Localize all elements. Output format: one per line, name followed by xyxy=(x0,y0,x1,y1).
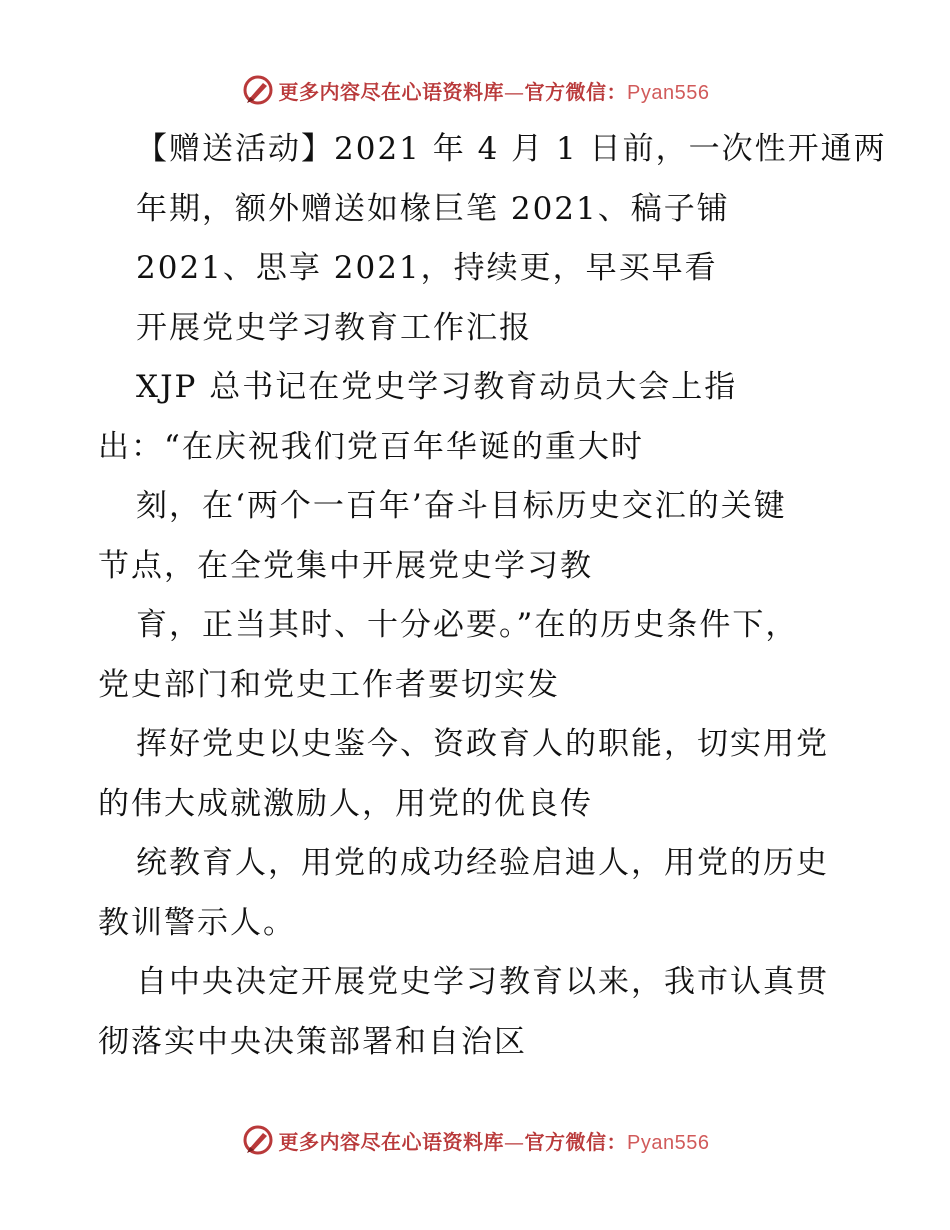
banner-separator: — xyxy=(504,79,525,104)
doc-line: 【赠送活动】2021 年 4 月 1 日前，一次性开通两 xyxy=(136,131,887,167)
doc-line: 出：“在庆祝我们党百年华诞的重大时 xyxy=(98,428,644,465)
banner-official-label: 官方微信： xyxy=(524,1129,628,1154)
document-body xyxy=(98,120,887,1072)
footer-banner xyxy=(0,1120,950,1160)
banner-brand: 更多内容尽在心语资料库 xyxy=(278,79,505,104)
pen-in-circle-icon xyxy=(241,1123,275,1157)
header-banner xyxy=(0,70,950,110)
doc-line: 2021、思享 2021，持续更，早买早看 xyxy=(136,250,718,286)
doc-line: 自中央决定开展党史学习教育以来，我市认真贯 xyxy=(136,964,829,1000)
banner-separator: — xyxy=(504,1129,525,1154)
doc-line: 党史部门和党史工作者要切实发 xyxy=(98,666,560,703)
doc-line: 年期，额外赠送如椽巨笔 2021、稿子铺 xyxy=(136,190,730,227)
doc-line: 育，正当其时、十分必要。”在的历史条件下， xyxy=(136,607,799,643)
banner-text xyxy=(279,1126,710,1155)
doc-line: 刻，在‘两个一百年’奋斗目标历史交汇的关键 xyxy=(136,488,787,524)
banner-wechat-id: Pyan556 xyxy=(627,81,710,104)
pen-in-circle-icon xyxy=(241,73,275,107)
doc-title: 开展党史学习教育工作汇报 xyxy=(136,309,532,346)
banner-official-label: 官方微信： xyxy=(524,79,628,104)
doc-line: 彻落实中央决策部署和自治区 xyxy=(98,1023,527,1060)
banner-wechat-id: Pyan556 xyxy=(627,1131,710,1154)
doc-line: 节点，在全党集中开展党史学习教 xyxy=(98,547,593,584)
doc-line: 统教育人，用党的成功经验启迪人，用党的历史 xyxy=(136,845,829,881)
doc-line: 教训警示人。 xyxy=(98,904,296,941)
doc-line: XJP 总书记在党史学习教育动员大会上指 xyxy=(136,369,738,405)
banner-text xyxy=(279,76,710,105)
doc-line: 的伟大成就激励人，用党的优良传 xyxy=(98,785,593,822)
doc-line: 挥好党史以史鉴今、资政育人的职能，切实用党 xyxy=(136,726,829,762)
banner-brand: 更多内容尽在心语资料库 xyxy=(278,1129,505,1154)
